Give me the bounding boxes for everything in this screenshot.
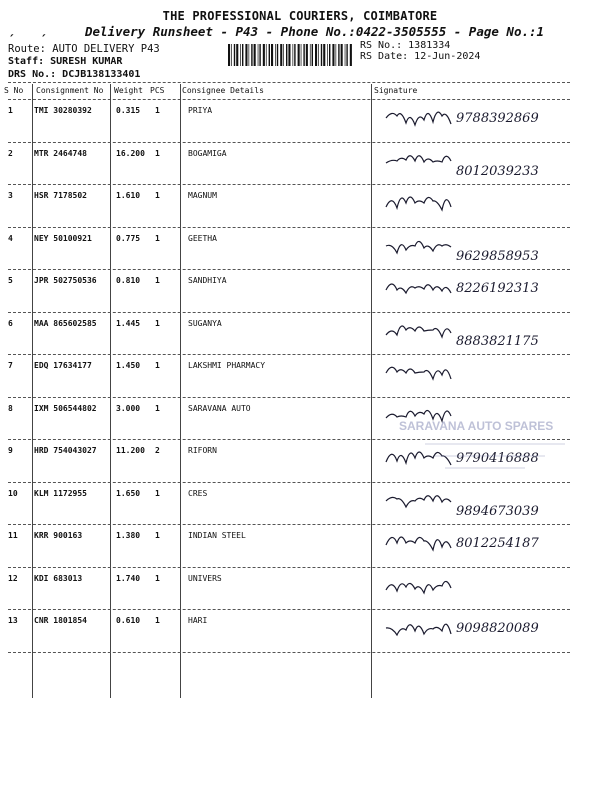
signature-stroke	[386, 495, 451, 506]
handwritten-signature	[378, 270, 578, 310]
tick-mark-left: ˏ	[8, 22, 16, 36]
barcode-bar	[310, 44, 311, 66]
signature-phone: 8012254187	[456, 536, 539, 551]
barcode-bar	[332, 44, 334, 66]
signature-stroke	[386, 537, 451, 550]
row-pcs: 1	[155, 191, 160, 200]
row-pcs: 2	[155, 446, 160, 455]
row-pcs: 1	[155, 276, 160, 285]
header-consignment: Consignment No	[36, 86, 104, 95]
barcode-bar	[336, 44, 337, 66]
row-consignment-no: MAA 865602585	[34, 318, 97, 328]
barcode-bar	[327, 44, 328, 66]
handwritten-signature	[378, 100, 578, 140]
barcode-bar	[245, 44, 247, 66]
barcode-bar	[251, 44, 252, 66]
row-pcs: 1	[155, 531, 160, 540]
row-sno: 9	[8, 446, 13, 455]
handwritten-signature	[378, 525, 578, 565]
row-consignee: PRIYA	[188, 106, 213, 115]
row-weight: 1.740	[116, 573, 141, 583]
barcode-bar	[283, 44, 284, 66]
barcode-bar	[266, 44, 267, 66]
signature-phone: 8226192313	[456, 281, 539, 296]
barcode-bar	[254, 44, 256, 66]
barcode	[228, 44, 352, 66]
header-consignee: Consignee Details	[182, 86, 264, 95]
row-sno: 7	[8, 361, 13, 370]
barcode-bar	[293, 44, 294, 66]
barcode-bar	[286, 44, 287, 66]
rs-date: RS Date: 12-Jun-2024	[360, 51, 481, 62]
row-pcs: 1	[155, 233, 160, 243]
row-consignee: SANDHIYA	[188, 276, 227, 285]
row-consignee: BOGAMIGA	[188, 148, 227, 158]
barcode-bar	[312, 44, 313, 66]
row-weight: 3.000	[116, 403, 141, 413]
barcode-bar	[323, 44, 325, 66]
barcode-bar	[315, 44, 317, 66]
row-pcs: 1	[155, 488, 160, 498]
barcode-bar	[341, 44, 343, 66]
row-pcs: 1	[155, 148, 160, 158]
table-top-rule	[8, 82, 570, 83]
barcode-bar	[306, 44, 308, 66]
row-sno: 5	[8, 276, 13, 285]
row-consignee: MAGNUM	[188, 191, 217, 200]
barcode-bar	[234, 44, 235, 66]
signature-phone: 8012039233	[456, 163, 539, 179]
row-pcs: 1	[155, 403, 160, 413]
row-pcs: 1	[155, 361, 160, 370]
row-pcs: 1	[155, 616, 160, 625]
row-sno: 1	[8, 106, 13, 115]
header-signature: Signature	[374, 86, 418, 95]
barcode-bar	[321, 44, 322, 66]
row-weight: 11.200	[116, 446, 145, 455]
row-consignee: LAKSHMI PHARMACY	[188, 361, 266, 370]
row-sno: 4	[8, 233, 13, 243]
row-consignment-no: IXM 506544802	[34, 403, 97, 413]
route-label: Route: AUTO DELIVERY P43	[8, 43, 160, 55]
row-consignee: SUGANYA	[188, 318, 222, 328]
barcode-bar	[263, 44, 265, 66]
runsheet-subtitle: Delivery Runsheet - P43 - Phone No.:0422-3505555 - Page No.:1	[85, 24, 545, 39]
barcode-bar	[259, 44, 260, 66]
signature-phone: 9894673039	[456, 503, 539, 519]
row-weight: 1.380	[116, 531, 141, 540]
tick-mark-right: ˏ	[40, 22, 48, 36]
row-weight: 0.810	[116, 276, 141, 285]
row-separator	[8, 652, 570, 653]
row-consignment-no: HSR 7178502	[34, 191, 87, 200]
row-consignment-no: HRD 754043027	[34, 446, 97, 455]
handwritten-signature	[378, 568, 578, 608]
barcode-bar	[228, 44, 230, 66]
staff-label: Staff: SURESH KUMAR	[8, 56, 123, 67]
row-consignee: UNIVERS	[188, 573, 222, 583]
barcode-bar	[242, 44, 243, 66]
barcode-bar	[350, 44, 352, 66]
row-consignment-no: CNR 1801854	[34, 616, 87, 625]
row-consignment-no: MTR 2464748	[34, 148, 87, 158]
stamp-text: SARAVANA AUTO SPARES	[399, 419, 554, 433]
signature-phone: 9788392869	[456, 111, 539, 126]
company-title: THE PROFESSIONAL COURIERS, COIMBATORE	[162, 9, 438, 23]
signature-stroke	[386, 112, 451, 125]
barcode-bar	[240, 44, 241, 66]
row-sno: 8	[8, 403, 13, 413]
barcode-bar	[346, 44, 347, 66]
handwritten-signature	[378, 143, 578, 183]
row-sno: 12	[8, 573, 18, 583]
row-weight: 0.610	[116, 616, 141, 625]
row-weight: 1.445	[116, 318, 141, 328]
header-pcs: PCS	[150, 86, 165, 95]
row-weight: 1.610	[116, 191, 141, 200]
row-consignment-no: JPR 502750536	[34, 276, 97, 285]
signature-phone: 8883821175	[456, 333, 539, 349]
handwritten-signature	[378, 228, 578, 268]
signature-stroke	[386, 241, 451, 253]
barcode-bar	[271, 44, 273, 66]
row-sno: 10	[8, 488, 18, 498]
row-consignment-no: TMI 30280392	[34, 106, 92, 115]
barcode-bar	[236, 44, 238, 66]
row-consignee: INDIAN STEEL	[188, 531, 246, 540]
row-sno: 3	[8, 191, 13, 200]
row-pcs: 1	[155, 318, 160, 328]
drs-number: DRS No.: DCJB138133401	[8, 69, 141, 80]
signature-stroke	[386, 367, 451, 379]
header-weight: Weight	[114, 86, 143, 95]
barcode-bar	[329, 44, 330, 66]
signature-stroke	[386, 155, 451, 162]
barcode-bar	[249, 44, 250, 66]
row-weight: 0.315	[116, 106, 141, 115]
company-stamp	[395, 414, 585, 474]
barcode-bar	[288, 44, 290, 66]
handwritten-signature	[378, 185, 578, 225]
row-sno: 11	[8, 531, 18, 540]
signature-phone: 9790416888	[456, 451, 539, 466]
rs-number: RS No.: 1381334	[360, 40, 451, 51]
row-consignee: CRES	[188, 488, 208, 498]
barcode-bar	[345, 44, 346, 66]
row-sno: 2	[8, 148, 13, 158]
row-sno: 6	[8, 318, 13, 328]
row-consignee: SARAVANA AUTO	[188, 403, 251, 413]
signature-stroke	[386, 624, 451, 635]
barcode-bar	[298, 44, 300, 66]
barcode-bar	[303, 44, 304, 66]
barcode-bar	[277, 44, 278, 66]
barcode-bar	[318, 44, 319, 66]
row-weight: 1.650	[116, 488, 141, 498]
row-consignment-no: KLM 1172955	[34, 488, 87, 498]
barcode-bar	[275, 44, 276, 66]
signature-stroke	[386, 326, 451, 337]
row-sno: 13	[8, 616, 18, 625]
barcode-bar	[258, 44, 259, 66]
signature-stroke	[386, 284, 451, 293]
row-weight: 1.450	[116, 361, 141, 370]
barcode-bar	[269, 44, 270, 66]
row-consignment-no: KRR 900163	[34, 531, 83, 540]
handwritten-signature	[378, 313, 578, 353]
row-consignment-no: EDQ 17634177	[34, 361, 92, 370]
signature-phone: 9629858953	[456, 248, 539, 264]
barcode-bar	[338, 44, 339, 66]
row-pcs: 1	[155, 573, 160, 583]
signature-stroke	[386, 197, 451, 210]
row-weight: 16.200	[116, 148, 145, 158]
row-consignment-no: NEY 50100921	[34, 233, 92, 243]
handwritten-signature	[378, 483, 578, 523]
row-weight: 0.775	[116, 233, 141, 243]
barcode-bar	[231, 44, 232, 66]
handwritten-signature	[378, 610, 578, 650]
header-sno: S No	[4, 86, 24, 95]
handwritten-signature	[378, 355, 578, 395]
row-consignee: RIFORN	[188, 446, 217, 455]
signature-phone: 9098820089	[456, 621, 539, 636]
barcode-bar	[294, 44, 295, 66]
signature-stroke	[386, 581, 451, 593]
row-pcs: 1	[155, 106, 160, 115]
row-consignment-no: KDI 683013	[34, 573, 83, 583]
row-consignee: HARI	[188, 616, 208, 625]
barcode-bar	[280, 44, 282, 66]
row-consignee: GEETHA	[188, 233, 217, 243]
barcode-bar	[301, 44, 302, 66]
